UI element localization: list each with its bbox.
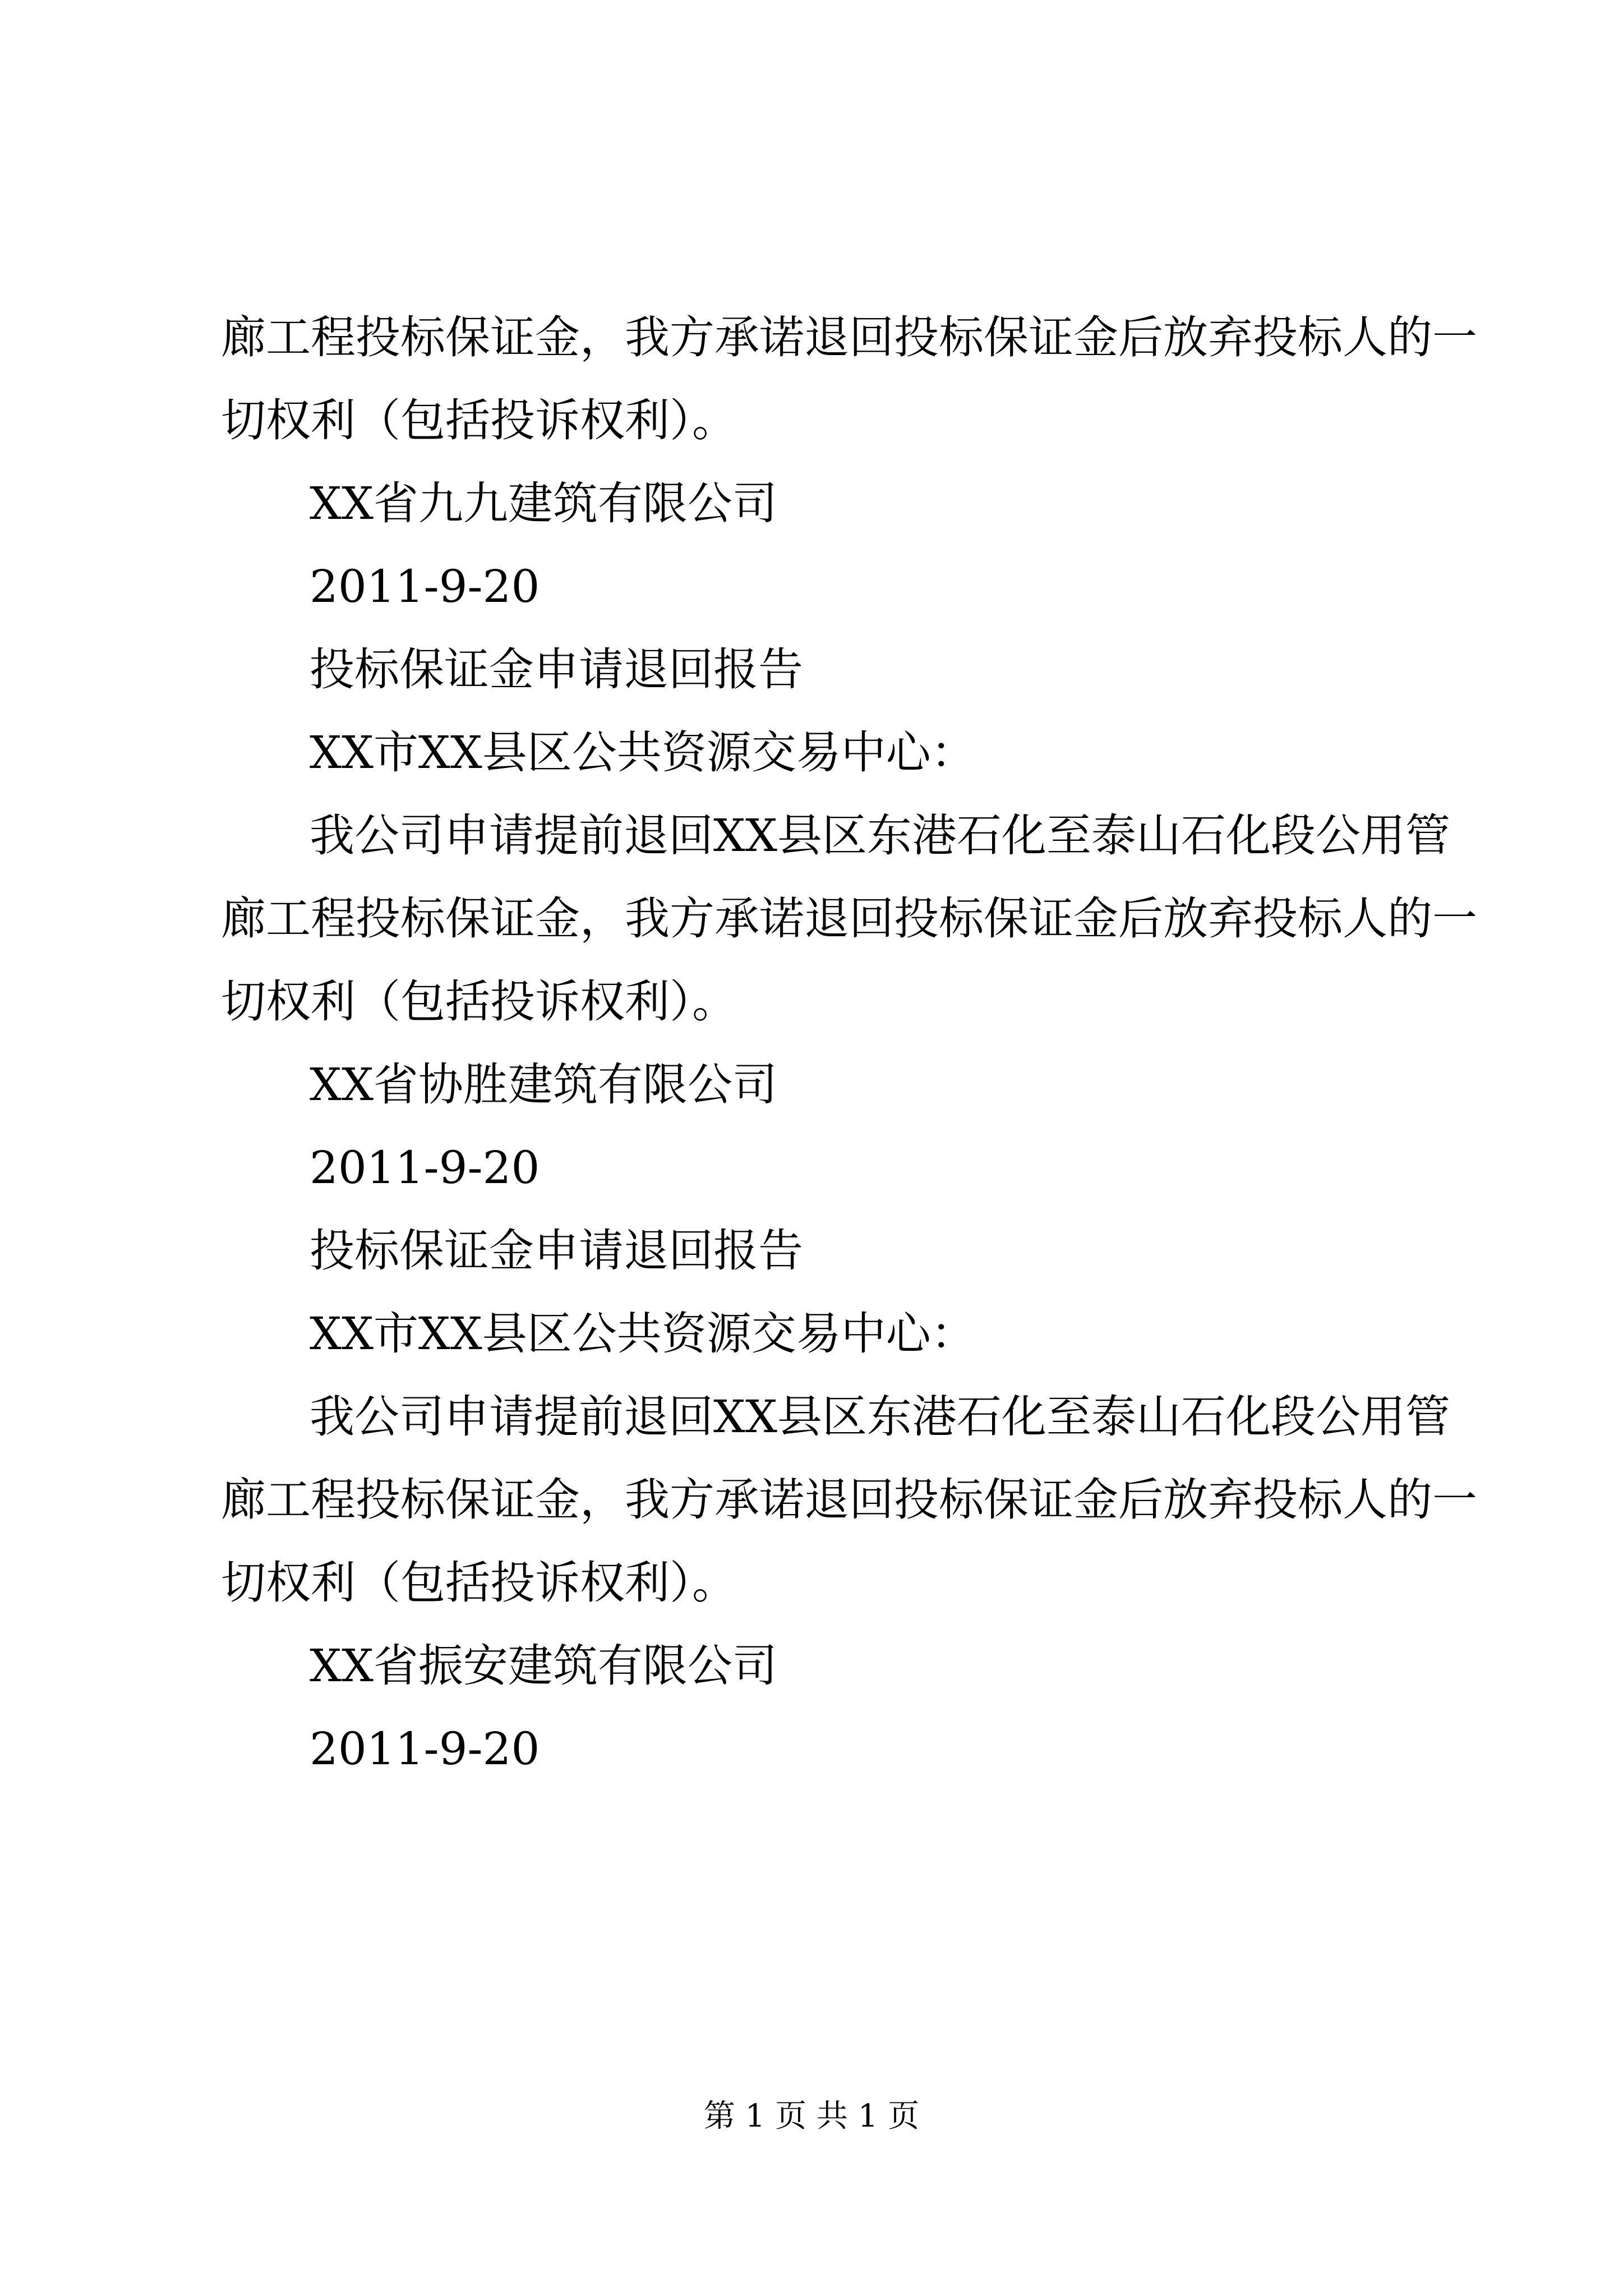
- paragraph-line: 廊工程投标保证金，我方承诺退回投标保证金后放弃投标人的一: [221, 892, 1477, 945]
- report-title: 投标保证金申请退回报告: [310, 1225, 803, 1277]
- document-body: [221, 296, 1477, 1791]
- company-name: XX省振安建筑有限公司: [310, 1640, 777, 1692]
- paragraph-line: 切权利（包括投诉权利）。: [221, 1557, 737, 1609]
- paragraph-line: 我公司申请提前退回XX县区东港石化至泰山石化段公用管: [310, 809, 1450, 862]
- date-line: 2011-9-20: [310, 1142, 540, 1194]
- addressee-line: XX市XX县区公共资源交易中心：: [310, 1308, 976, 1360]
- report-title: 投标保证金申请退回报告: [310, 643, 803, 696]
- company-name: XX省协胜建筑有限公司: [310, 1059, 777, 1111]
- page-number-footer: 第 1 页 共 1 页: [703, 2098, 920, 2134]
- paragraph-line: 切权利（包括投诉权利）。: [221, 394, 737, 447]
- date-line: 2011-9-20: [310, 1723, 540, 1775]
- paragraph-line: 我公司申请提前退回XX县区东港石化至泰山石化段公用管: [310, 1391, 1450, 1443]
- paragraph-line: 廊工程投标保证金，我方承诺退回投标保证金后放弃投标人的一: [221, 1474, 1477, 1526]
- addressee-line: XX市XX县区公共资源交易中心：: [310, 726, 976, 779]
- date-line: 2011-9-20: [310, 560, 540, 613]
- company-name: XX省九九建筑有限公司: [310, 477, 777, 530]
- paragraph-line: 切权利（包括投诉权利）。: [221, 976, 737, 1028]
- paragraph-line: 廊工程投标保证金，我方承诺退回投标保证金后放弃投标人的一: [221, 311, 1477, 364]
